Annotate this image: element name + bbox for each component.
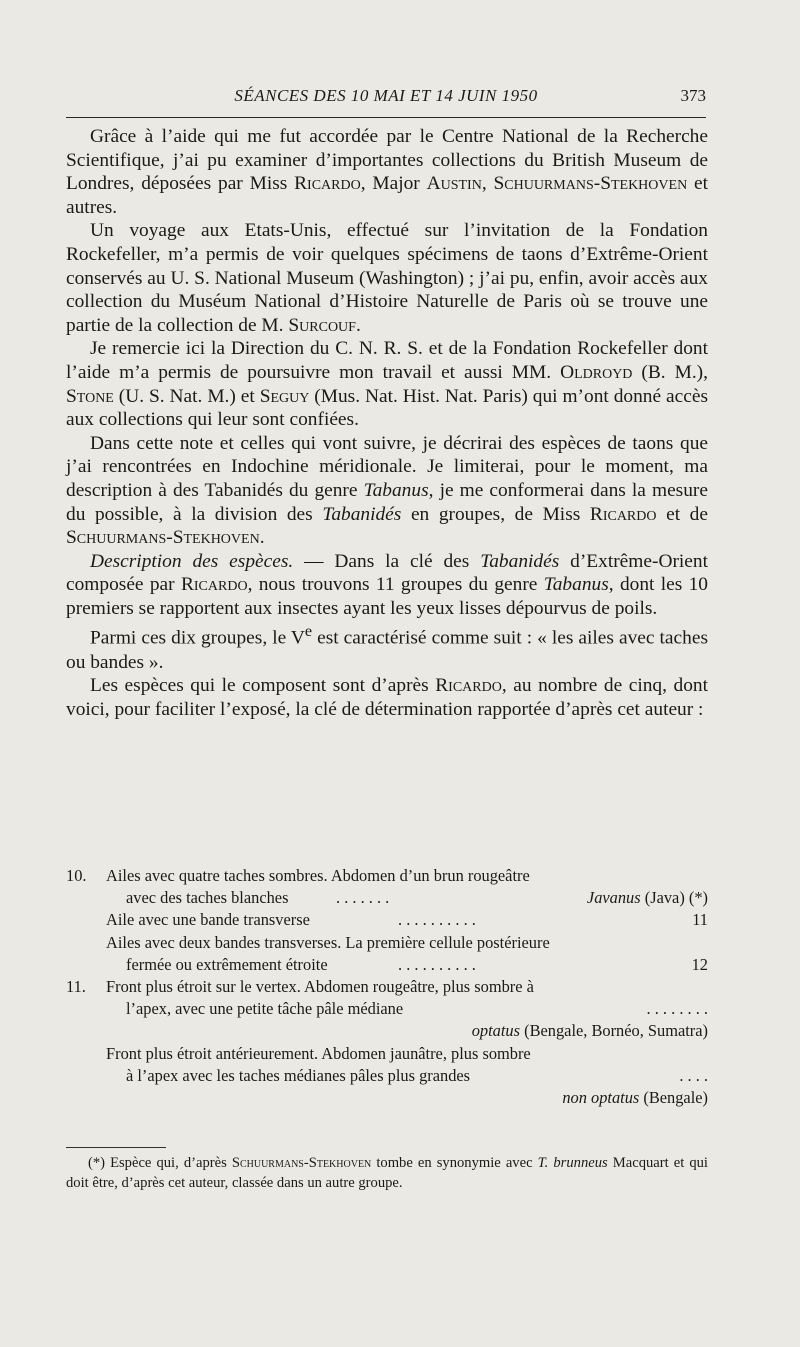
key-line — [66, 998, 708, 1020]
page-number: 373 — [680, 86, 706, 105]
author-name: Ricardo — [589, 503, 657, 525]
key-line — [66, 976, 708, 998]
genus-name: Tabanus — [363, 479, 429, 501]
text-run: tombe en synonymie avec — [371, 1155, 538, 1171]
text-run: d’Extrême-Orient composée par — [66, 550, 708, 596]
key-text: Ailes avec quatre taches sombres. Abdomen d’un brun rougeâtre — [106, 866, 530, 885]
leader-dots: . . . . . . . . . . — [398, 910, 476, 930]
running-title: SÉANCES DES 10 MAI ET 14 JUIN 1950 — [234, 86, 538, 105]
key-line — [66, 932, 708, 954]
text-run: en groupes, de Miss — [401, 503, 590, 525]
header-rule — [66, 117, 706, 118]
key-text: à l’apex avec les taches médianes pâles plus grandes — [126, 1065, 471, 1085]
text-run: , au nombre de cinq, dont voici, pour faciliter l’exposé, la clé de détermination rapportée d’après cet auteur : — [66, 675, 708, 720]
main-text — [66, 125, 708, 721]
leader-dots: . . . . — [679, 1065, 708, 1085]
paragraph-scope — [66, 432, 708, 550]
key-line — [66, 1043, 708, 1065]
taxon-name: non optatus — [562, 1087, 640, 1107]
couplet-reference: 12 — [691, 954, 708, 974]
key-line — [66, 954, 708, 976]
key-text: Ailes avec deux bandes transverses. La première cellule postérieure — [106, 932, 550, 952]
author-name: Surcouf — [288, 314, 356, 336]
text-run: , Major — [360, 173, 427, 195]
key-text: Front plus étroit antérieurement. Abdomen jaunâtre, plus sombre — [106, 1043, 531, 1063]
text-run: , nous trouvons 11 groupes du genre — [247, 574, 544, 596]
author-name: Seguy — [259, 385, 310, 407]
text-run: et de — [656, 503, 708, 525]
family-name: Tabanidés — [322, 503, 402, 525]
author-name: Austin — [426, 173, 482, 195]
text-run: . — [355, 314, 361, 336]
paragraph-key-intro — [66, 674, 708, 721]
section-heading: Description des espèces. — [90, 550, 294, 572]
footnote — [66, 1154, 708, 1193]
text-run: (B. M.), — [632, 361, 708, 383]
paragraph-description — [66, 550, 708, 621]
text-run: (Mus. Nat. Hist. Nat. Paris) qui m’ont donné accès aux collections qui leur sont confiées. — [66, 385, 708, 431]
text-run: , je me conformerai dans la mesure du possible, à la division des — [66, 479, 708, 525]
text-run: (*) Espèce qui, d’après — [88, 1155, 232, 1171]
text-run: Dans cette note et celles qui vont suivre, je décrirai des espèces de taons que j’ai rencontrées en Indochine méridionale. Je limiterai, pour le moment, ma description à des Tabanidés du genre — [66, 432, 708, 501]
text-run: Macquart et qui doit être, d’après cet auteur, classée dans un autre groupe. — [66, 1155, 708, 1191]
footnote-rule — [66, 1147, 166, 1148]
paragraph-thanks — [66, 337, 708, 431]
couplet-reference: 11 — [692, 910, 708, 930]
key-line — [66, 1087, 708, 1109]
key-text: Aile avec une bande transverse — [106, 910, 310, 930]
paragraph-voyage — [66, 219, 708, 337]
couplet-number: 11. — [66, 976, 86, 996]
taxon-name: optatus — [471, 1021, 521, 1041]
taxon-name: T. brunneus — [537, 1155, 608, 1171]
locality: (Bengale, Bornéo, Sumatra) — [520, 1021, 708, 1041]
leader-dots: . . . . . . . . . . — [398, 954, 476, 974]
identification-key — [66, 865, 708, 1109]
text-run: — Dans la clé des — [293, 550, 481, 572]
text-run: (U. S. Nat. M.) et — [113, 385, 260, 407]
author-name: Schuurmans-Stekhoven — [231, 1155, 372, 1171]
key-line — [66, 1020, 708, 1042]
key-text: Front plus étroit sur le vertex. Abdomen rougeâtre, plus sombre à — [106, 976, 534, 996]
key-result — [587, 887, 708, 909]
key-line — [66, 1065, 708, 1087]
author-name: Oldroyd — [560, 361, 633, 383]
text-run: et autres. — [66, 173, 708, 218]
taxon-name: Javanus — [586, 888, 641, 908]
author-name: Ricardo — [180, 574, 248, 596]
key-line — [66, 865, 708, 887]
leader-dots: . . . . . . . — [336, 888, 390, 908]
text-run: , — [481, 173, 494, 195]
key-line — [66, 887, 708, 909]
text-run: est caractérisé comme suit : « les ailes avec taches ou bandes ». — [66, 627, 708, 673]
paragraph-collections — [66, 125, 708, 219]
text-run: . — [259, 527, 265, 549]
author-name: Ricardo — [435, 675, 502, 697]
text-run: Les espèces qui le composent sont d’après — [90, 675, 436, 697]
locality: (Bengale) — [639, 1087, 708, 1107]
running-header — [66, 86, 706, 110]
locality: (Java) (*) — [640, 888, 708, 908]
key-text: l’apex, avec une petite tâche pâle médiane — [126, 999, 404, 1019]
text-run: Je remercie ici la Direction du C. N. R. S. et de la Fondation Rockefeller dont l’aide m’a permis de poursuivre mon travail et aussi MM. — [66, 338, 708, 383]
author-name: Ricardo — [294, 173, 361, 195]
superscript: e — [304, 623, 313, 641]
couplet-number: 10. — [66, 866, 87, 885]
text-run: Un voyage aux Etats-Unis, effectué sur l’invitation de la Fondation Rockefeller, m’a permis de voir quelques spécimens de taons d’Extrême-Orient conservés au U. S. National Museum (Washington) ; j’ai pu, enfin, avoir accès aux collection du Muséum National d’Histoire Naturelle de Paris où se trouve une partie de la collection de M. — [66, 220, 708, 336]
key-result — [562, 1087, 708, 1109]
key-text: avec des taches blanches — [126, 888, 289, 908]
author-name: Schuurmans-Stekhoven — [66, 527, 260, 549]
key-result — [472, 1020, 708, 1042]
key-line — [66, 909, 708, 931]
author-name: Schuurmans-Stekhoven — [493, 173, 688, 195]
key-text: fermée ou extrêmement étroite — [126, 954, 328, 974]
family-name: Tabanidés — [480, 550, 560, 572]
leader-dots: . . . . . . . . — [646, 999, 708, 1019]
genus-name: Tabanus — [543, 574, 609, 596]
paragraph-group-v — [66, 620, 708, 674]
author-name: Stone — [66, 385, 114, 407]
text-run: Grâce à l’aide qui me fut accordée par le Centre National de la Recherche Scientifique, j’ai pu examiner d’importantes collections du British Museum de Londres, déposées par Miss — [66, 126, 708, 195]
text-run: Parmi ces dix groupes, le V — [90, 627, 305, 649]
text-run: , dont les 10 premiers se rapportent aux insectes ayant les yeux lisses dépourvus de poils. — [66, 574, 709, 619]
